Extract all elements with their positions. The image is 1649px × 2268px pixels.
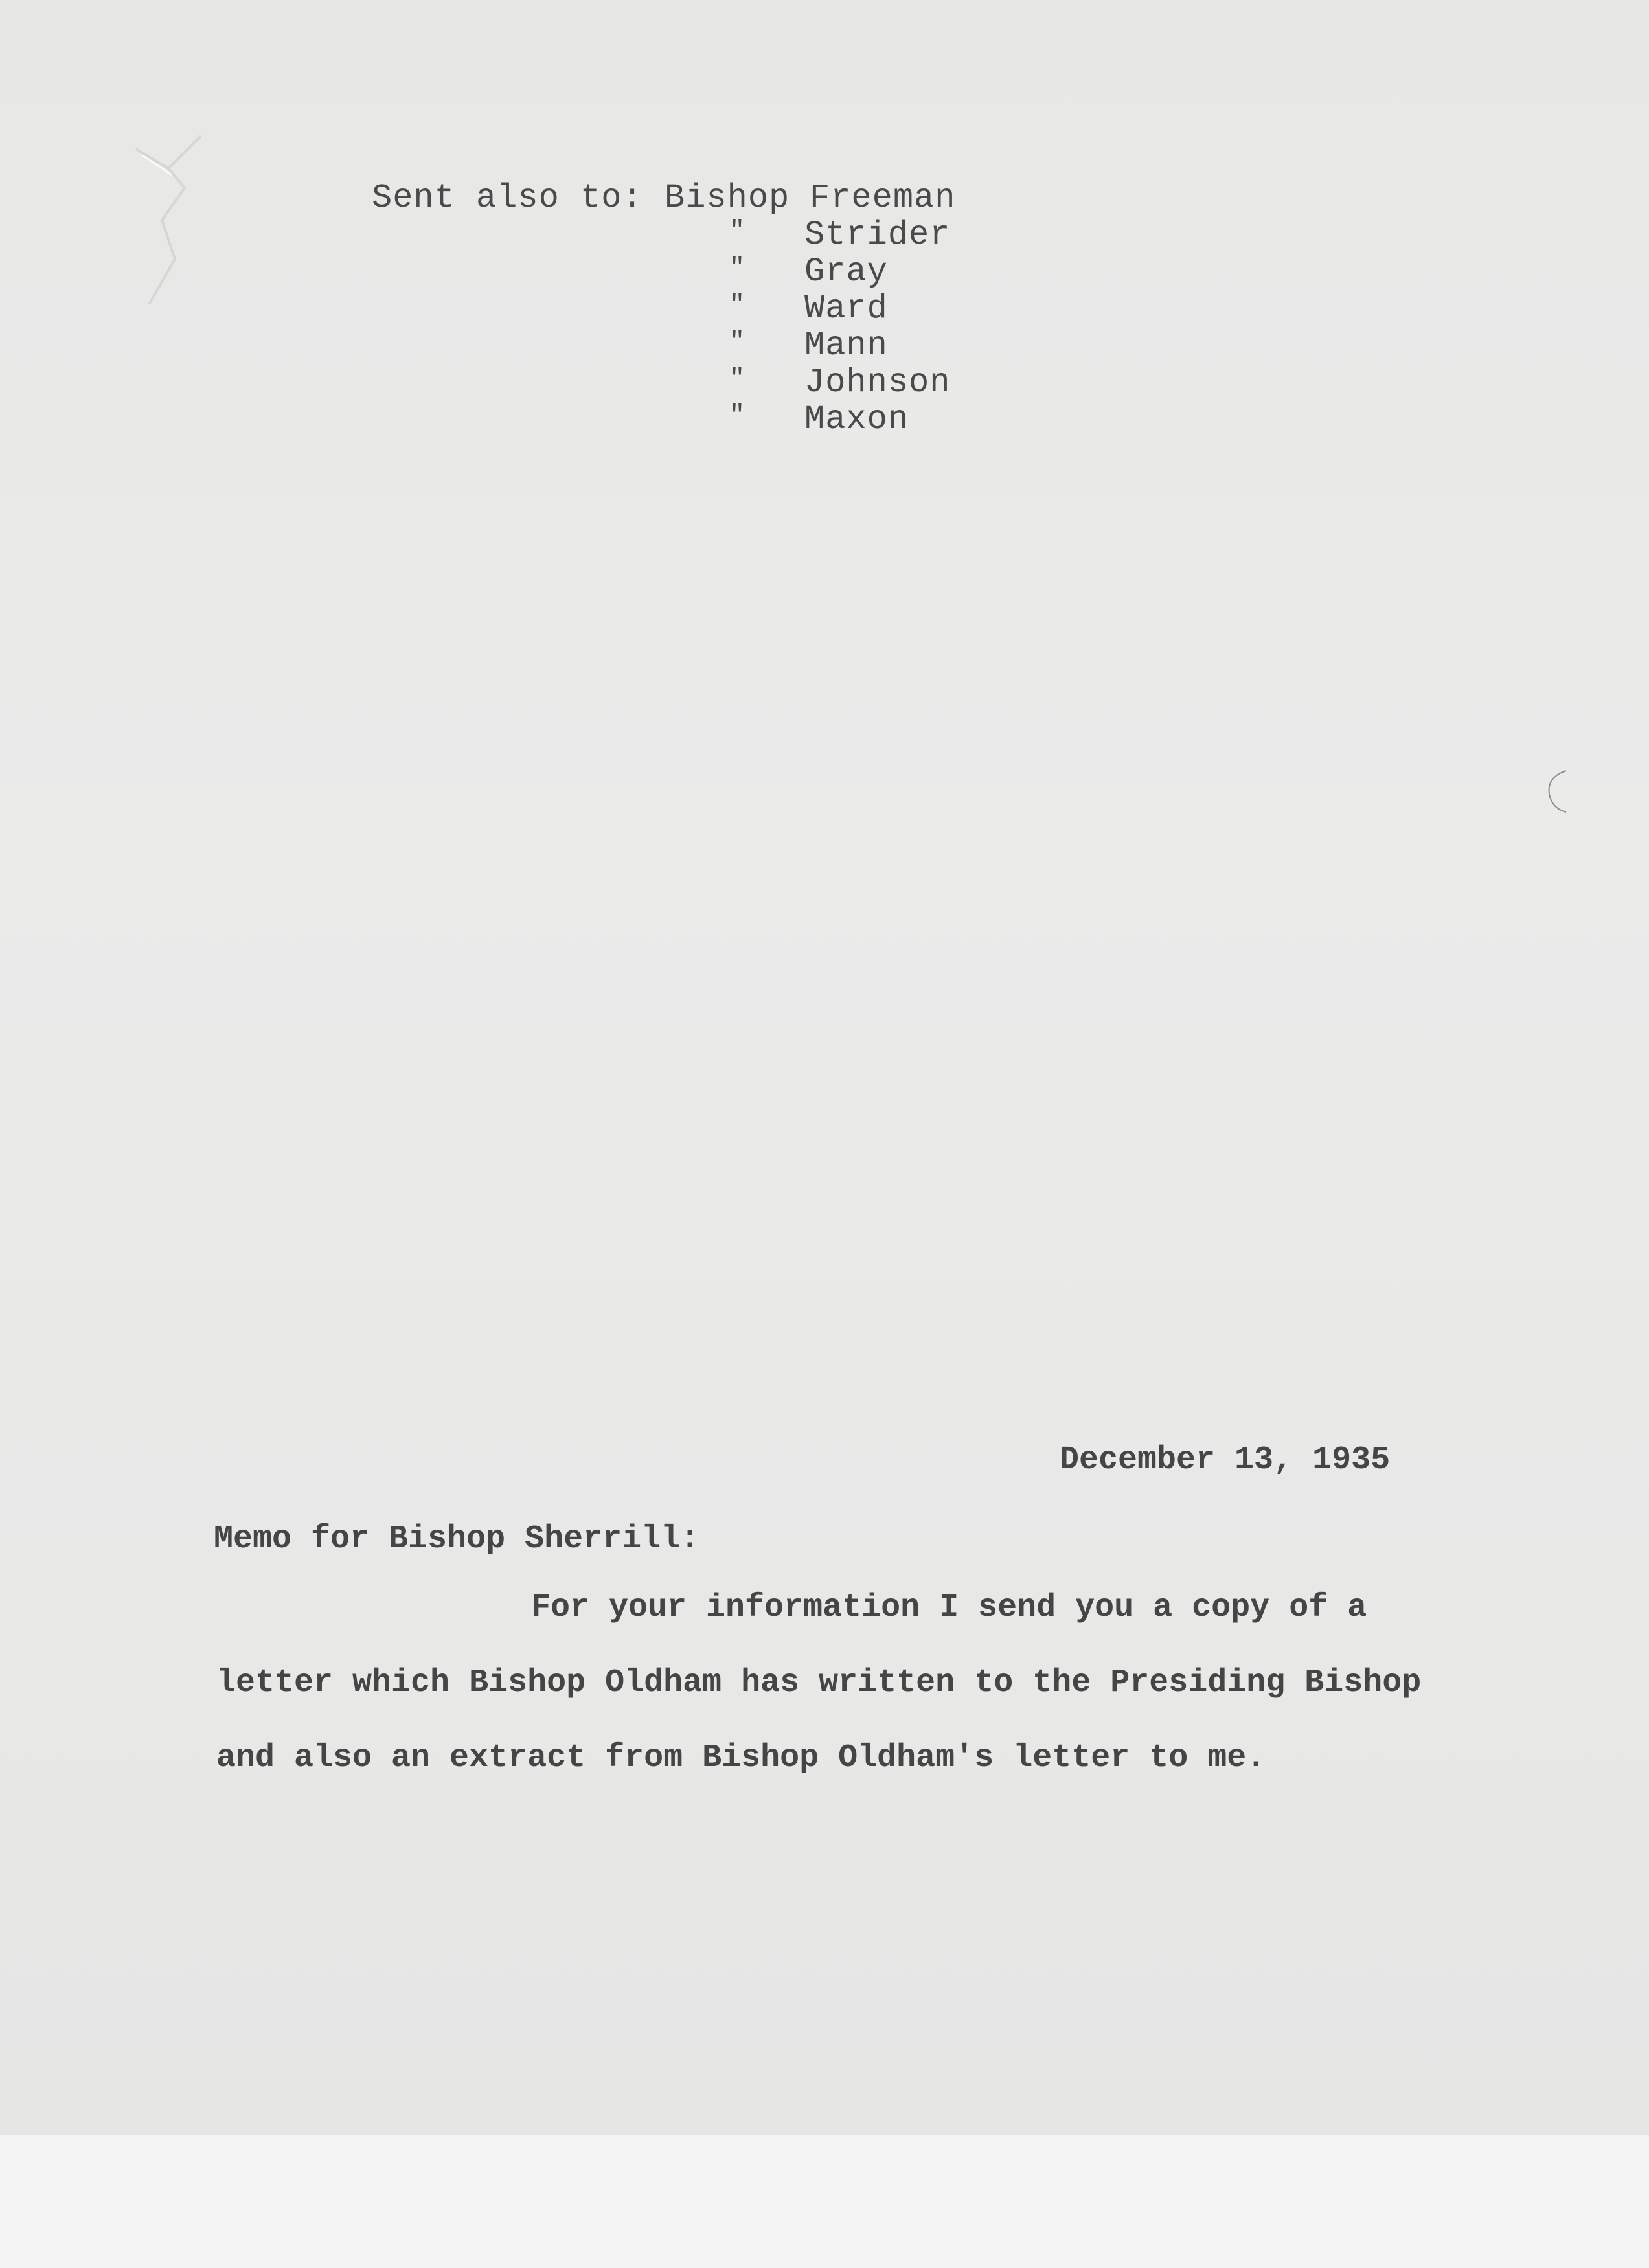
memo-heading: Memo for Bishop Sherrill: — [214, 1521, 700, 1558]
recipient-item — [729, 253, 988, 289]
ditto-mark: " — [729, 328, 745, 357]
recipient-item — [729, 179, 988, 216]
recipient-item — [729, 289, 988, 326]
recipient-list — [729, 179, 988, 437]
recipient-name: Ward — [804, 289, 888, 328]
recipient-name: Freeman — [810, 179, 956, 217]
ditto-mark: " — [729, 365, 745, 394]
ditto-mark: " — [729, 291, 745, 320]
ditto-mark: " — [729, 217, 745, 246]
ditto-mark: " — [729, 402, 745, 431]
recipient-name: Gray — [804, 253, 888, 291]
recipient-item — [729, 400, 988, 437]
memo-paragraph-line: and also an extract from Bishop Oldham's letter to me. — [216, 1740, 1266, 1776]
memo-date: December 13, 1935 — [1060, 1442, 1391, 1479]
scan-background — [0, 2135, 1649, 2268]
memo-paragraph-line: For your information I send you a copy of a — [531, 1589, 1367, 1626]
recipient-name: Maxon — [804, 400, 909, 438]
recipient-name: Mann — [804, 326, 888, 365]
sent-also-label: Sent also to: — [372, 179, 643, 217]
recipient-name: Strider — [804, 216, 951, 254]
recipient-title: Bishop — [665, 179, 790, 217]
recipient-item — [729, 326, 988, 363]
memo-paragraph-line: letter which Bishop Oldham has written to the Presiding Bishop — [216, 1664, 1422, 1701]
recipient-item — [729, 216, 988, 253]
ditto-mark: " — [729, 254, 745, 283]
recipient-name: Johnson — [804, 363, 951, 402]
paper-smudge-mark — [1544, 765, 1570, 817]
recipient-item — [729, 363, 988, 400]
paper-crease-mark — [123, 130, 220, 311]
